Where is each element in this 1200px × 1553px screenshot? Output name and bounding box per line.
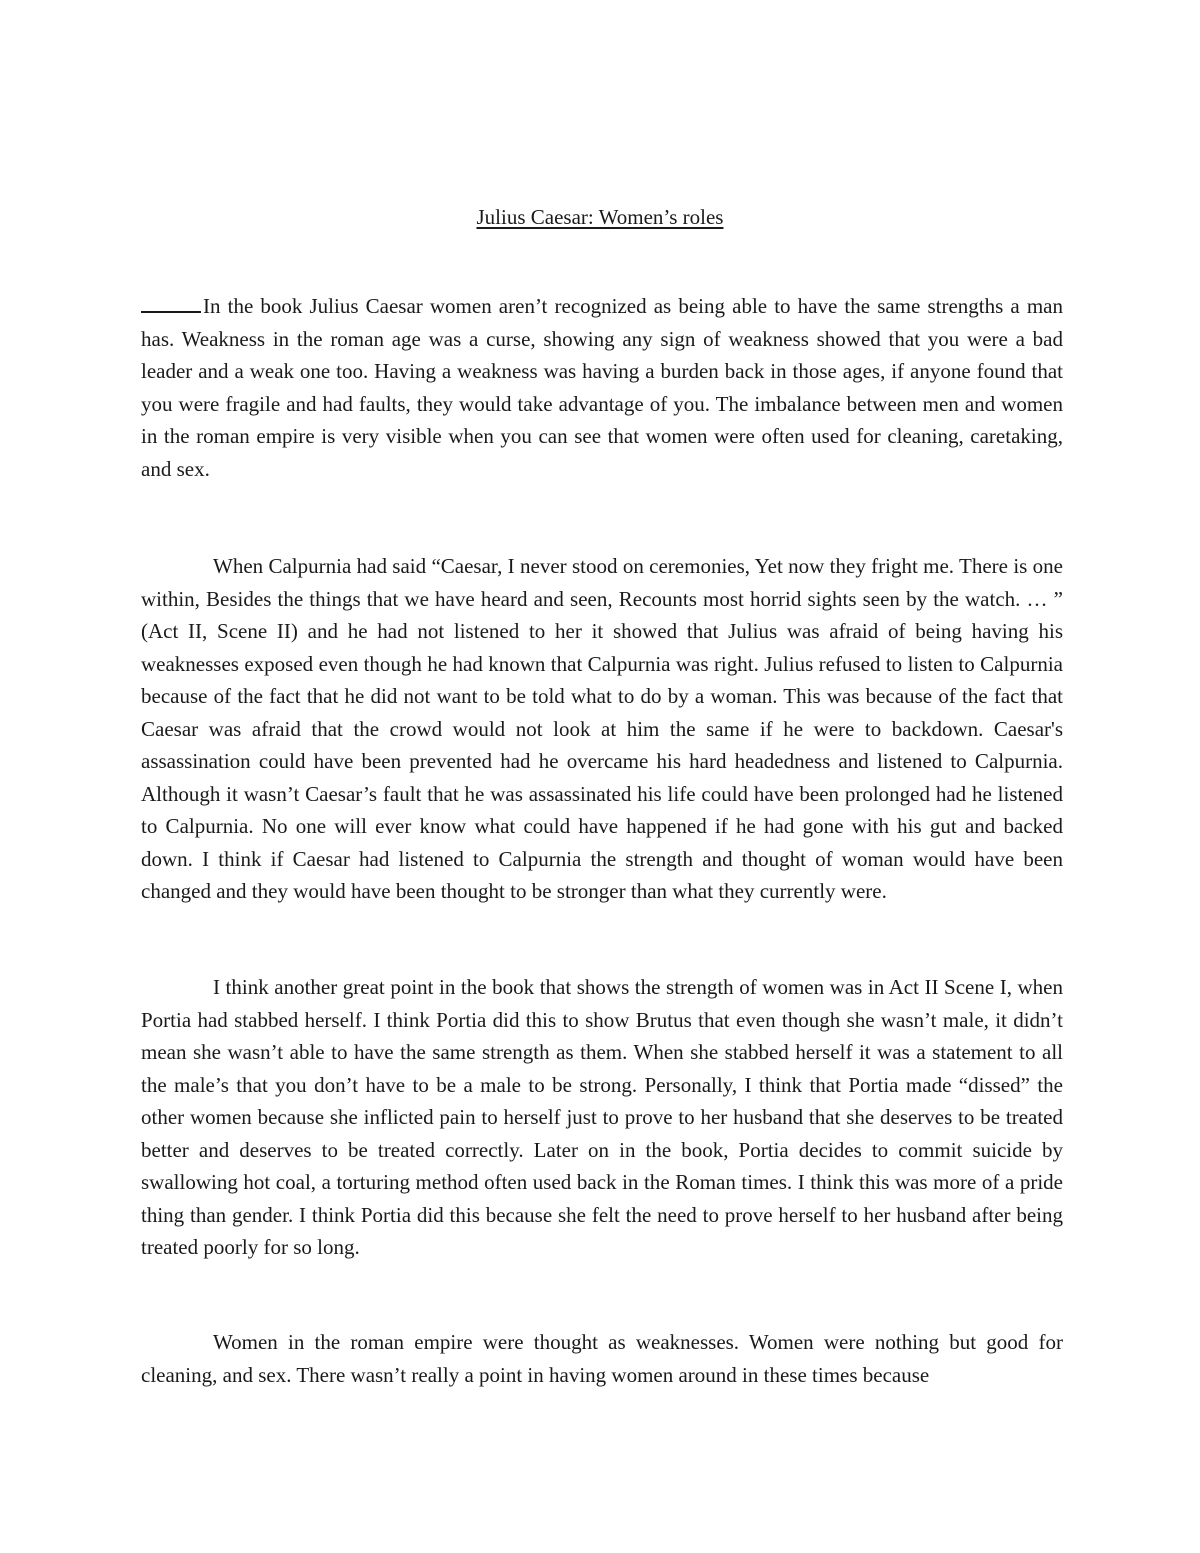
paragraph-4-text: Women in the roman empire were thought as weaknesses. Women were nothing but good for cleaning, and sex. There wasn’t really a point in having women around in these times because bbox=[141, 1330, 1063, 1387]
paragraph-2-text: When Calpurnia had said “Caesar, I never stood on ceremonies, Yet now they fright me. There is one within, Besides the things that we have heard and seen, Recounts most horrid sights seen by the watch. … ” (Act II, Scene II) and he had not listened to her it showed that Julius was afraid of being having his weaknesses exposed even though he had known that Calpurnia was right. Julius refused to listen to Calpurnia because of the fact that he did not want to be told what to do by a woman. This was because of the fact that Caesar was afraid that the crowd would not look at him the same if he were to backdown. Caesar's assassination could have been prevented had he overcame his hard headedness and listened to Calpurnia. Although it wasn’t Caesar’s fault that he was assassinated his life could have been prolonged had he listened to Calpurnia. No one will ever know what could have happened if he had gone with his gut and backed down. I think if Caesar had listened to Calpurnia the strength and thought of woman would have been changed and they would have been thought to be stronger than what they currently were. bbox=[141, 554, 1063, 903]
underline-blank bbox=[141, 293, 201, 313]
paragraph-1 bbox=[141, 290, 1063, 485]
paragraph-1-text: In the book Julius Caesar women aren’t recognized as being able to have the same strengths a man has. Weakness in the roman age was a curse, showing any sign of weakness showed that you were a bad leader and a weak one too. Having a weakness was having a burden back in those ages, if anyone found that you were fragile and had faults, they would take advantage of you. The imbalance between men and women in the roman empire is very visible when you can see that women were often used for cleaning, caretaking, and sex. bbox=[141, 294, 1063, 481]
paragraph-3-text: I think another great point in the book that shows the strength of women was in Act II Scene I, when Portia had stabbed herself. I think Portia did this to show Brutus that even though she wasn’t male, it didn’t mean she wasn’t able to have the same strength as them. When she stabbed herself it was a statement to all the male’s that you don’t have to be a male to be strong. Personally, I think that Portia made “dissed” the other women because she inflicted pain to herself just to prove to her husband that she deserves to be treated better and deserves to be treated correctly. Later on in the book, Portia decides to commit suicide by swallowing hot coal, a torturing method often used back in the Roman times. I think this was more of a pride thing than gender. I think Portia did this because she felt the need to prove herself to her husband after being treated poorly for so long. bbox=[141, 975, 1063, 1259]
paragraph-2 bbox=[141, 550, 1063, 908]
paragraph-3 bbox=[141, 971, 1063, 1264]
document-title: Julius Caesar: Women’s roles bbox=[476, 205, 724, 229]
paragraph-4 bbox=[141, 1326, 1063, 1391]
